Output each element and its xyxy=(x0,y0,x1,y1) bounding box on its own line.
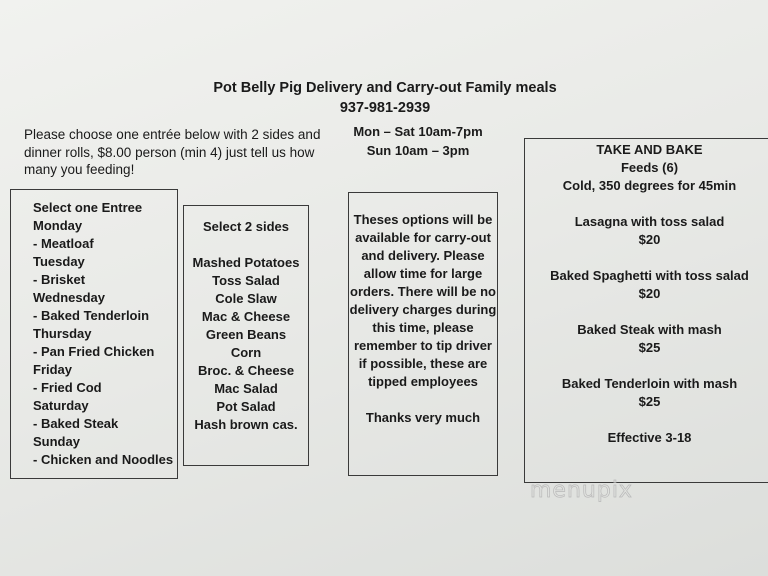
menu-title xyxy=(150,78,620,118)
bake-item-name: Baked Spaghetti with toss salad xyxy=(550,268,749,283)
sides-heading: Select 2 sides xyxy=(203,219,289,234)
side-item: Mashed Potatoes xyxy=(192,255,300,270)
delivery-info-text: Theses options will be available for carry-out and delivery. Please allow time for large orders. There will be no delivery charges during this time, please remember to tip driver if possible, these are tipped employees xyxy=(349,212,497,389)
effective-date: Effective 3-18 xyxy=(607,430,692,445)
side-item: Toss Salad xyxy=(212,273,280,288)
bake-item-price: $25 xyxy=(638,340,661,355)
bake-item-name: Baked Tenderloin with mash xyxy=(561,376,738,391)
thanks-text: Thanks very much xyxy=(365,410,481,425)
feeds-text: Feeds (6) xyxy=(620,160,679,175)
bake-item-name: Baked Steak with mash xyxy=(577,322,722,337)
entree-line: - Baked Steak xyxy=(33,416,119,431)
sides-box xyxy=(183,205,309,466)
side-item: Hash brown cas. xyxy=(194,417,298,432)
entree-line: - Chicken and Noodles xyxy=(33,452,174,467)
menupix-watermark: menupix xyxy=(530,478,633,503)
entree-line: Monday xyxy=(33,218,83,233)
bake-item xyxy=(525,267,768,303)
entree-line: - Pan Fried Chicken xyxy=(33,344,155,359)
entree-heading: Select one Entree xyxy=(33,200,143,215)
baking-instructions: Cold, 350 degrees for 45min xyxy=(562,178,737,193)
hours-weekdays: Mon – Sat 10am-7pm xyxy=(353,124,483,139)
entree-line: Wednesday xyxy=(33,290,106,305)
hours-sunday: Sun 10am – 3pm xyxy=(366,143,470,158)
bake-item-price: $25 xyxy=(638,394,661,409)
ordering-instructions: Please choose one entrée below with 2 sides and dinner rolls, $8.00 person (min 4) just tell us how many you feeding! xyxy=(24,127,321,177)
side-item: Cole Slaw xyxy=(215,291,277,306)
side-item: Green Beans xyxy=(205,327,287,342)
business-hours xyxy=(330,122,506,160)
bake-item-price: $20 xyxy=(638,286,661,301)
entree-line: Friday xyxy=(33,362,73,377)
bake-item xyxy=(525,213,768,249)
entree-line: Sunday xyxy=(33,434,80,449)
entree-line: - Baked Tenderloin xyxy=(33,308,150,323)
take-and-bake-heading: TAKE AND BAKE xyxy=(596,142,703,157)
side-item: Mac Salad xyxy=(214,381,278,396)
entree-line: Tuesday xyxy=(33,254,85,269)
entree-line: - Brisket xyxy=(33,272,86,287)
entree-line: Saturday xyxy=(33,398,89,413)
side-item: Pot Salad xyxy=(216,399,276,414)
take-and-bake-box xyxy=(524,138,768,483)
entree-box xyxy=(10,189,178,479)
entree-line: Thursday xyxy=(33,326,92,341)
side-item: Corn xyxy=(230,345,262,360)
bake-item-price: $20 xyxy=(638,232,661,247)
bake-item xyxy=(525,375,768,411)
bake-item xyxy=(525,321,768,357)
entree-line: - Meatloaf xyxy=(33,236,94,251)
side-item: Mac & Cheese xyxy=(201,309,291,324)
restaurant-title: Pot Belly Pig Delivery and Carry-out Family meals xyxy=(213,80,557,96)
phone-number: 937-981-2939 xyxy=(339,100,431,116)
side-item: Broc. & Cheese xyxy=(197,363,295,378)
bake-item-name: Lasagna with toss salad xyxy=(574,214,725,229)
delivery-info-box xyxy=(348,192,498,476)
entree-line: - Fried Cod xyxy=(33,380,102,395)
